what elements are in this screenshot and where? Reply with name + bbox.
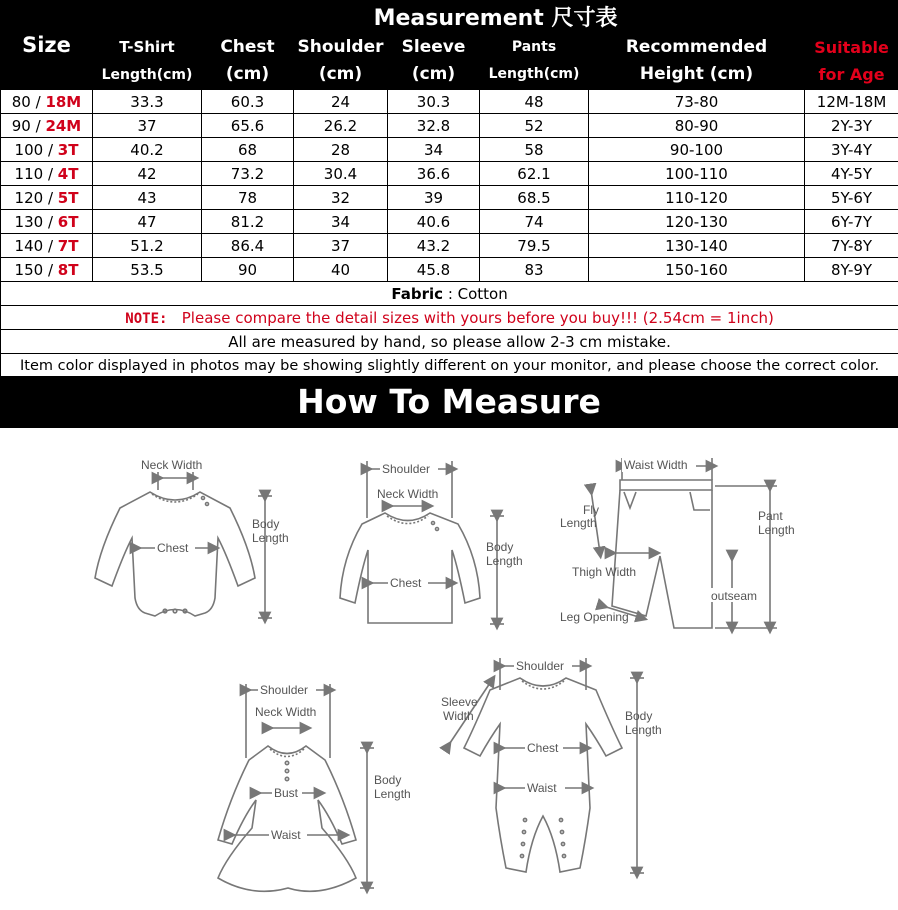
table-cell: 86.4 xyxy=(202,234,294,258)
table-cell: 150-160 xyxy=(589,258,805,282)
table-cell: 39 xyxy=(388,186,480,210)
table-title: Measurement 尺寸表 xyxy=(93,1,898,33)
romper-chest-label: Chest xyxy=(527,741,559,755)
size-number: 130 / xyxy=(14,212,58,231)
col-recommended-height: Recommended Height (cm) xyxy=(589,33,805,90)
col-shoulder: Shoulder (cm) xyxy=(294,33,388,90)
table-cell: 43 xyxy=(93,186,202,210)
table-row xyxy=(1,186,898,210)
table-cell: 3Y-4Y xyxy=(805,138,898,162)
table-cell: 30.4 xyxy=(294,162,388,186)
col-sleeve: Sleeve (cm) xyxy=(388,33,480,90)
measure-diagrams xyxy=(0,428,898,910)
pants-thigh-label: Thigh Width xyxy=(572,565,637,579)
table-cell: 36.6 xyxy=(388,162,480,186)
table-cell: 74 xyxy=(480,210,589,234)
size-code: 4T xyxy=(57,164,79,183)
fabric-row xyxy=(1,282,898,306)
dress-neck-label: Neck Width xyxy=(255,705,317,719)
table-cell: 32.8 xyxy=(388,114,480,138)
table-cell: 83 xyxy=(480,258,589,282)
table-cell: 53.5 xyxy=(93,258,202,282)
pants-pant-label: Pant xyxy=(758,509,783,523)
col-tshirt-length: T-Shirt Length(cm) xyxy=(93,33,202,90)
note-row xyxy=(1,306,898,330)
table-cell: 90 xyxy=(202,258,294,282)
col-chest: Chest (cm) xyxy=(202,33,294,90)
table-row xyxy=(1,138,898,162)
pants-pant-length-label: Length xyxy=(758,523,795,537)
note-text: Please compare the detail sizes with yours before you buy!!! (2.54cm = 1inch) xyxy=(181,308,774,327)
bodysuit-chest-label: Chest xyxy=(157,541,189,555)
pants-leg-label: Leg Opening xyxy=(560,610,629,624)
pants-fly-label: Fly xyxy=(583,503,599,517)
size-cell xyxy=(1,114,93,138)
dress-waist-label: Waist xyxy=(271,828,301,842)
table-cell: 2Y-3Y xyxy=(805,114,898,138)
size-code: 3T xyxy=(57,140,79,159)
table-cell: 48 xyxy=(480,90,589,114)
size-number: 140 / xyxy=(14,236,58,255)
table-cell: 28 xyxy=(294,138,388,162)
table-cell: 79.5 xyxy=(480,234,589,258)
size-cell xyxy=(1,234,93,258)
bodysuit-body-label: Body xyxy=(252,517,280,531)
size-code: 7T xyxy=(57,236,79,255)
table-cell: 120-130 xyxy=(589,210,805,234)
dress-length-label: Length xyxy=(374,787,411,801)
tshirt-icon xyxy=(340,461,504,624)
table-cell: 43.2 xyxy=(388,234,480,258)
size-number: 150 / xyxy=(14,260,58,279)
table-cell: 81.2 xyxy=(202,210,294,234)
table-cell: 30.3 xyxy=(388,90,480,114)
table-cell: 40 xyxy=(294,258,388,282)
table-row xyxy=(1,162,898,186)
tshirt-shoulder-label: Shoulder xyxy=(382,462,431,476)
table-cell: 37 xyxy=(93,114,202,138)
tshirt-length-label: Length xyxy=(486,554,523,568)
col-pants-length: Pants Length(cm) xyxy=(480,33,589,90)
table-row xyxy=(1,258,898,282)
size-number: 120 / xyxy=(14,188,58,207)
size-code: 18M xyxy=(45,92,82,111)
table-cell: 42 xyxy=(93,162,202,186)
size-number: 100 / xyxy=(14,140,58,159)
table-cell: 80-90 xyxy=(589,114,805,138)
bodysuit-length-label: Length xyxy=(252,531,289,545)
romper-body-label: Body xyxy=(625,709,653,723)
fabric-label: Fabric xyxy=(391,284,444,303)
table-cell: 130-140 xyxy=(589,234,805,258)
table-cell: 52 xyxy=(480,114,589,138)
table-cell: 78 xyxy=(202,186,294,210)
pants-waist-label: Waist Width xyxy=(624,458,688,472)
table-row xyxy=(1,114,898,138)
note-label: NOTE: xyxy=(125,310,168,327)
table-row xyxy=(1,90,898,114)
dress-body-label: Body xyxy=(374,773,402,787)
table-cell: 110-120 xyxy=(589,186,805,210)
size-number: 80 / xyxy=(11,92,46,111)
size-code: 6T xyxy=(57,212,79,231)
romper-icon xyxy=(448,658,644,873)
romper-sleeve-label: Sleeve xyxy=(441,695,478,709)
size-code: 24M xyxy=(45,116,82,135)
table-cell: 51.2 xyxy=(93,234,202,258)
table-cell: 68.5 xyxy=(480,186,589,210)
tshirt-chest-label: Chest xyxy=(390,576,422,590)
color-note: Item color displayed in photos may be showing slightly different on your monitor, and please choose the correct color. xyxy=(1,354,898,378)
table-cell: 26.2 xyxy=(294,114,388,138)
table-cell: 8Y-9Y xyxy=(805,258,898,282)
table-cell: 90-100 xyxy=(589,138,805,162)
pants-outseam-label: outseam xyxy=(711,589,758,603)
romper-waist-label: Waist xyxy=(527,781,557,795)
bodysuit-neck-label: Neck Width xyxy=(141,458,203,472)
table-row xyxy=(1,210,898,234)
table-cell: 34 xyxy=(294,210,388,234)
table-cell: 68 xyxy=(202,138,294,162)
table-cell: 12M-18M xyxy=(805,90,898,114)
dress-bust-label: Bust xyxy=(274,786,299,800)
table-cell: 32 xyxy=(294,186,388,210)
table-cell: 73-80 xyxy=(589,90,805,114)
size-header: Size xyxy=(1,1,93,90)
fabric-value: : Cotton xyxy=(447,284,508,303)
size-code: 5T xyxy=(57,188,79,207)
table-cell: 24 xyxy=(294,90,388,114)
table-cell: 45.8 xyxy=(388,258,480,282)
table-cell: 4Y-5Y xyxy=(805,162,898,186)
table-cell: 60.3 xyxy=(202,90,294,114)
table-cell: 100-110 xyxy=(589,162,805,186)
how-to-measure-banner: How To Measure xyxy=(0,376,898,428)
tshirt-body-label: Body xyxy=(486,540,514,554)
table-cell: 47 xyxy=(93,210,202,234)
size-number: 90 / xyxy=(11,116,46,135)
table-cell: 40.2 xyxy=(93,138,202,162)
table-cell: 58 xyxy=(480,138,589,162)
column-header-row xyxy=(1,33,898,90)
size-table xyxy=(0,0,898,378)
table-cell: 65.6 xyxy=(202,114,294,138)
table-row xyxy=(1,234,898,258)
table-cell: 40.6 xyxy=(388,210,480,234)
dress-shoulder-label: Shoulder xyxy=(260,683,309,697)
table-cell: 37 xyxy=(294,234,388,258)
col-suitable-age: Suitable for Age xyxy=(805,33,898,90)
size-cell xyxy=(1,138,93,162)
table-cell: 6Y-7Y xyxy=(805,210,898,234)
table-cell: 62.1 xyxy=(480,162,589,186)
size-cell xyxy=(1,186,93,210)
romper-length-label: Length xyxy=(625,723,662,737)
pants-fly-length-label: Length xyxy=(560,516,597,530)
table-cell: 7Y-8Y xyxy=(805,234,898,258)
romper-sleeve-width-label: Width xyxy=(443,709,474,723)
table-cell: 73.2 xyxy=(202,162,294,186)
tshirt-neck-label: Neck Width xyxy=(377,487,439,501)
table-cell: 34 xyxy=(388,138,480,162)
size-cell xyxy=(1,258,93,282)
size-code: 8T xyxy=(57,260,79,279)
romper-shoulder-label: Shoulder xyxy=(516,659,565,673)
size-cell xyxy=(1,90,93,114)
size-cell xyxy=(1,162,93,186)
table-cell: 5Y-6Y xyxy=(805,186,898,210)
hand-measure-note: All are measured by hand, so please allow 2-3 cm mistake. xyxy=(1,330,898,354)
size-number: 110 / xyxy=(14,164,58,183)
table-cell: 33.3 xyxy=(93,90,202,114)
size-cell xyxy=(1,210,93,234)
